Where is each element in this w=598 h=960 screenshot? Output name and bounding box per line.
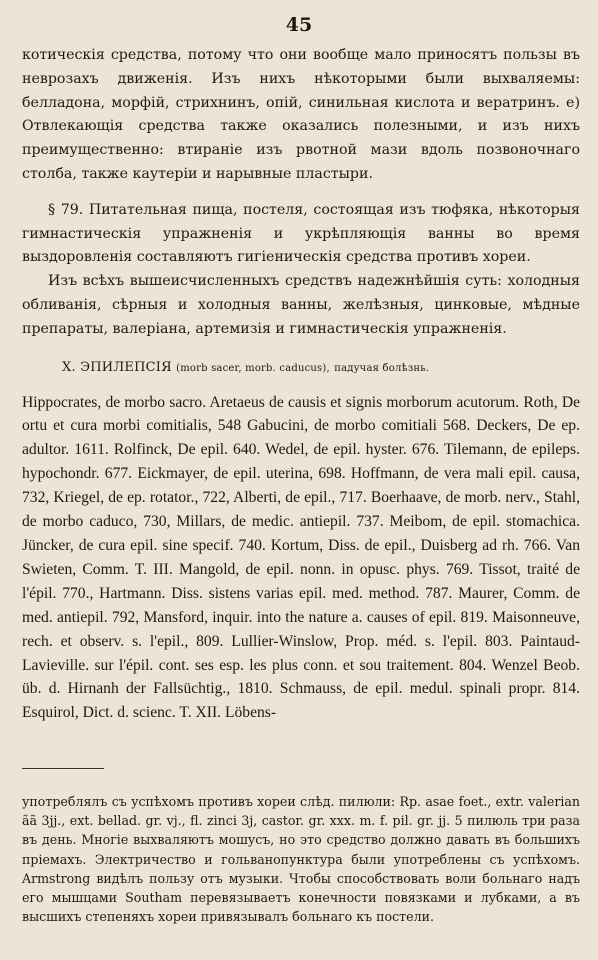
paragraph-continuation: котическія средства, потому что они вообще мало приносятъ пользы въ неврозахъ движенія. Изъ нихъ нѣкоторыми были выхваляемы: белладона, морфій, стрихнинъ, опій, синильная кислота и вератринъ. е) Отвлекающія средства также оказались полезными, и изъ нихъ преимущественно: втираніе изъ рвотной мази вдоль позвоночнаго столба, также каутеріи и нарывные пластыри. — [22, 47, 580, 182]
main-text — [22, 44, 580, 725]
heading-latin: (morb sacer, morb. caducus), — [176, 362, 330, 374]
paragraph-section-79: § 79. Питательная пища, постеля, состоящая изъ тюфяка, нѣкоторыя гимнастическія упражненія и укрѣпляющія ванны во время выздоровленія составляютъ гигіеническія средства противъ хореи. — [22, 201, 580, 266]
bibliography-list: Hippocrates, de morbo sacro. Aretaeus de causis et signis morborum acutorum. Roth, De ortu et cura morbi comitialis, 548 Gabucini, de morbo comitiali 568. Deckers, De ep. adultor. 1611. Rolfinck, De epil. 640. Wedel, de epil. hyster. 676. Tilemann, de epileps. hypochondr. 677. Eickmayer, de epil. uterina, 698. Hoffmann, de vera mali epil. causa, 732, Kriegel, de ep. rotator., 722, Alberti, de epil., 717. Boerhaave, de morb. nerv., Stahl, de morbo caduco, 730, Millars, de medic. antiepil. 737. Meibom, de epil. stomachica. Jüncker, de cura epil. sine specif. 740. Kortum, Diss. de epil., Duisberg ad rh. 766. Van Swieten, Comm. T. III. Mangold, de epil. nonn. in opusc. phys. 769. Tissot, traité de l'épil. 770., Hartmann. Diss. sistens varias epil. med. method. 787. Maurer, Comm. de med. antiepil. 792, Mansford, inquir. into the nature a. causes of epil. 819. Maisonneuve, rech. et observ. s. l'epil., 809. Lullier-Winslow, Prop. méd. s. l'epil. 803. Paintaud-Lavieville. sur l'épil. cont. ses esp. les plus conn. et sou traitement. 804. Wenzel Beob. üb. d. Hirnanh der Fallsüchtig., 1810. Schmauss, de epil. medul. spinali propr. 814. Esquirol, Dict. d. scienc. T. XII. Löbens- — [22, 393, 580, 722]
footnote-divider — [22, 768, 104, 769]
paragraph-best-remedies: Изъ всѣхъ вышеисчисленныхъ средствъ надежнѣйшія суть: холодныя обливанія, сѣрныя и холодныя ванны, желѣзныя, цинковые, мѣдные препараты, валеріана, артемизія и гимнастическія упражненія. — [22, 273, 580, 337]
heading-russian: падучая болѣзнь. — [334, 362, 430, 374]
page-number: 45 — [285, 14, 313, 36]
heading-title: X. ЭПИЛЕПСІЯ — [62, 359, 172, 375]
section-heading-epilepsy — [22, 360, 580, 375]
footnote: употреблялъ съ успѣхомъ противъ хореи слѣд. пилюли: Rp. asae foet., extr. valerian ãã 3jj., ext. bellad. gr. vj., fl. zinci 3j, castor. gr. xxx. m. f. pil. gr. jj. 5 пилюль три раза въ день. Многіе выхваляютъ мошусъ, но это средство должно давать въ большихъ пріемахъ. Электричество и гольванопунктура были употреблены съ успѣхомъ. Armstrong видѣлъ пользу отъ музыки. Чтобы способствовать воли больнаго надъ его мышцами Southam перевязываетъ конечности повязками и лубками, а въ высшихъ степеняхъ хореи привязывалъ больнаго къ постели. — [22, 794, 580, 925]
